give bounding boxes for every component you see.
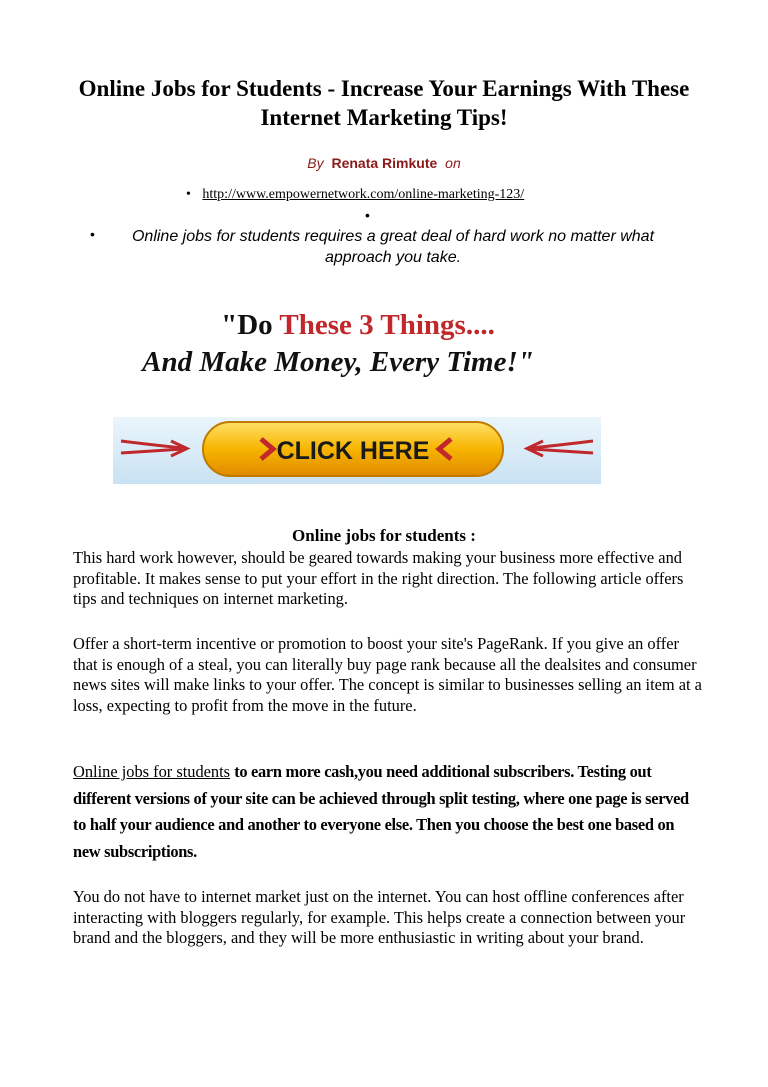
ad-headline-prefix: "Do (221, 309, 280, 341)
byline-by: By (307, 155, 324, 171)
bullet-icon: • (365, 207, 370, 223)
online-jobs-link[interactable]: Online jobs for students (73, 762, 231, 781)
section-heading: Online jobs for students : (292, 526, 476, 545)
ad-headline-highlight: These 3 Things.... (279, 309, 495, 341)
source-url-link[interactable]: http://www.empowernetwork.com/online-marketing-123/ (202, 187, 525, 202)
ad-headline-image[interactable] (118, 306, 598, 386)
byline-on: on (445, 155, 461, 171)
paragraph-4: You do not have to internet market just on the internet. You can host offline conferences after interacting with bloggers regularly, for example. This helps create a connection between your brand and the bloggers, and they will be more enthusiastic in writing about your brand. (73, 887, 686, 948)
url-list-item (186, 187, 524, 203)
ad-headline-line2: And Make Money, Every Time!" (142, 346, 534, 378)
document-title: Online Jobs for Students - Increase Your Earnings With These Internet Marketing Tips! (78, 76, 690, 130)
click-here-label: CLICK HERE (276, 437, 430, 465)
byline (0, 155, 768, 171)
paragraph-3-bold: to earn more cash,you need additional subscribers. Testing out different versions of your site can be achieved through split testing, where one page is served to half your audience and another to everyone else. Then you choose the best one based on new subscriptions. (73, 762, 689, 861)
bullet-icon: • (186, 187, 191, 202)
paragraph-2: Offer a short-term incentive or promotion to boost your site's PageRank. If you give an offer that is enough of a steal, you can literally buy page rank because all the dealsites and consumer news sites will make links to your offer. The concept is similar to businesses selling an item at a loss, expecting to profit from the move in the future. (73, 634, 702, 715)
svg-text:"Do These 3 Things.... (221, 309, 495, 341)
intro-text: Online jobs for students requires a great deal of hard work no matter what approach you take. (131, 228, 655, 266)
bullet-icon: • (90, 226, 95, 242)
paragraph-1: This hard work however, should be geared towards making your business more effective and profitable. It makes sense to put your effort in the right direction. The following article offers tips and techniques on internet marketing. (73, 548, 684, 609)
byline-author[interactable]: Renata Rimkute (331, 155, 438, 171)
paragraph-3 (73, 759, 703, 865)
click-here-banner[interactable] (113, 417, 601, 484)
